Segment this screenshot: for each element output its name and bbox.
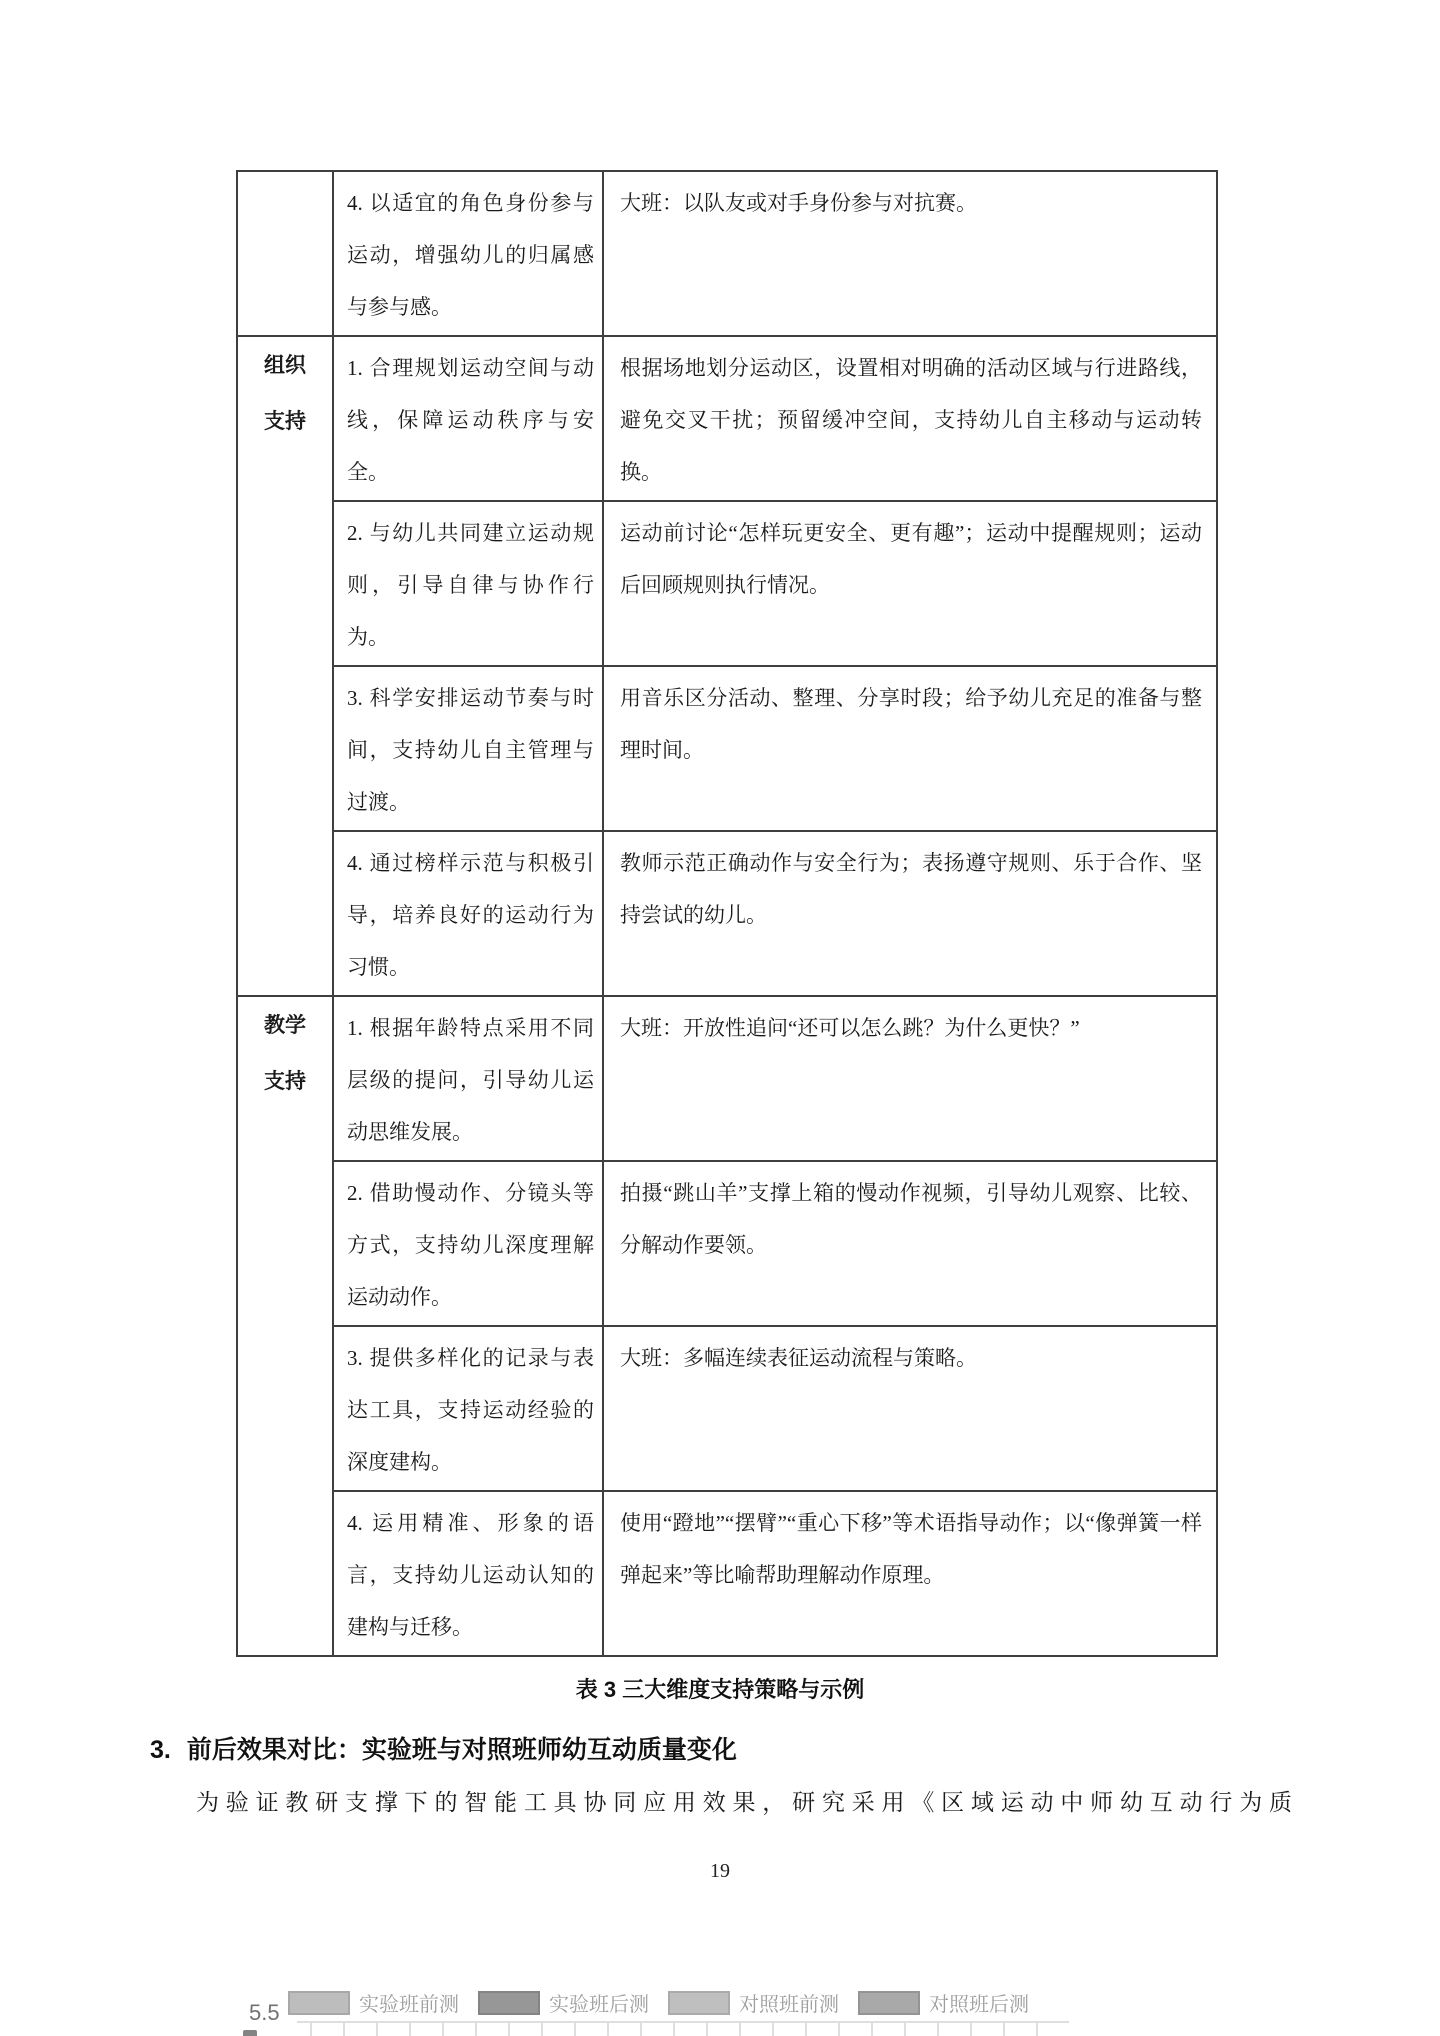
page-content <box>0 170 1440 1883</box>
example-cell: 大班：多幅连续表征运动流程与策略。 <box>603 1326 1217 1491</box>
table-row <box>237 996 1217 1161</box>
example-cell: 根据场地划分运动区，设置相对明确的活动区域与行进路线，避免交叉干扰；预留缓冲空间，支持幼儿自主移动与运动转换。 <box>603 336 1217 501</box>
strategy-cell: 2. 与幼儿共同建立运动规则，引导自律与协作行为。 <box>333 501 603 666</box>
strategy-cell: 1. 合理规划运动空间与动线，保障运动秩序与安全。 <box>333 336 603 501</box>
example-cell: 教师示范正确动作与安全行为；表扬遵守规则、乐于合作、坚持尝试的幼儿。 <box>603 831 1217 996</box>
strategy-cell: 2. 借助慢动作、分镜头等方式，支持幼儿深度理解运动动作。 <box>333 1161 603 1326</box>
strategy-cell: 4. 通过榜样示范与积极引导，培养良好的运动行为习惯。 <box>333 831 603 996</box>
legend-label: 对照班后测 <box>929 1994 1029 2016</box>
section-label: 组织支持 <box>264 353 306 433</box>
table-row <box>237 666 1217 831</box>
table-row <box>237 1161 1217 1326</box>
clipped-axis-label <box>243 2030 257 2036</box>
table-row <box>237 171 1217 336</box>
section-label-cell-teaching <box>237 996 333 1656</box>
section-heading <box>150 1730 1440 1766</box>
support-strategy-table <box>236 170 1218 1657</box>
chart-figure-cropped <box>0 1984 1440 2036</box>
chart-legend <box>288 1988 1029 2017</box>
example-cell: 拍摄“跳山羊”支撑上箱的慢动作视频，引导幼儿观察、比较、分解动作要领。 <box>603 1161 1217 1326</box>
legend-label: 实验班前测 <box>359 1994 459 2016</box>
section-label: 教学支持 <box>264 1013 306 1093</box>
strategy-cell: 3. 科学安排运动节奏与时间，支持幼儿自主管理与过渡。 <box>333 666 603 831</box>
table-row <box>237 501 1217 666</box>
section-label-cell-empty <box>237 171 333 336</box>
section-heading-number: 3. <box>150 1736 171 1764</box>
example-cell: 运动前讨论“怎样玩更安全、更有趣”；运动中提醒规则；运动后回顾规则执行情况。 <box>603 501 1217 666</box>
legend-swatch-ctrl-post <box>858 1991 920 2015</box>
legend-item <box>858 1988 1029 2017</box>
table-row <box>237 1491 1217 1656</box>
strategy-cell: 1. 根据年龄特点采用不同层级的提问，引导幼儿运动思维发展。 <box>333 996 603 1161</box>
table-row <box>237 336 1217 501</box>
y-axis-tick-label: 5.5 <box>249 2000 280 2025</box>
table-row <box>237 831 1217 996</box>
example-cell: 使用“蹬地”“摆臂”“重心下移”等术语指导动作；以“像弹簧一样弹起来”等比喻帮助理解动作原理。 <box>603 1491 1217 1656</box>
table-row <box>237 1326 1217 1491</box>
section-heading-title: 前后效果对比：实验班与对照班师幼互动质量变化 <box>186 1736 737 1764</box>
example-cell: 用音乐区分活动、整理、分享时段；给予幼儿充足的准备与整理时间。 <box>603 666 1217 831</box>
legend-swatch-ctrl-pre <box>668 1991 730 2015</box>
example-cell: 大班：开放性追问“还可以怎么跳？为什么更快？” <box>603 996 1217 1161</box>
page-number: 19 <box>710 1860 730 1882</box>
legend-item <box>668 1988 839 2017</box>
strategy-cell: 4. 运用精准、形象的语言，支持幼儿运动认知的建构与迁移。 <box>333 1491 603 1656</box>
strategy-cell: 3. 提供多样化的记录与表达工具，支持运动经验的深度建构。 <box>333 1326 603 1491</box>
legend-label: 对照班前测 <box>739 1994 839 2016</box>
legend-swatch-exp-pre <box>288 1991 350 2015</box>
section-label-cell-organization <box>237 336 333 996</box>
legend-item <box>478 1988 649 2017</box>
example-cell: 大班：以队友或对手身份参与对抗赛。 <box>603 171 1217 336</box>
strategy-cell: 4. 以适宜的角色身份参与运动，增强幼儿的归属感与参与感。 <box>333 171 603 336</box>
legend-item <box>288 1988 459 2017</box>
body-paragraph: 为验证教研支撑下的智能工具协同应用效果，研究采用《区域运动中师幼互动行为质 <box>196 1790 1292 1815</box>
legend-swatch-exp-post <box>478 1991 540 2015</box>
table-caption: 表 3 三大维度支持策略与示例 <box>575 1677 865 1702</box>
axis-tick-marks <box>310 2023 1064 2036</box>
legend-label: 实验班后测 <box>549 1994 649 2016</box>
